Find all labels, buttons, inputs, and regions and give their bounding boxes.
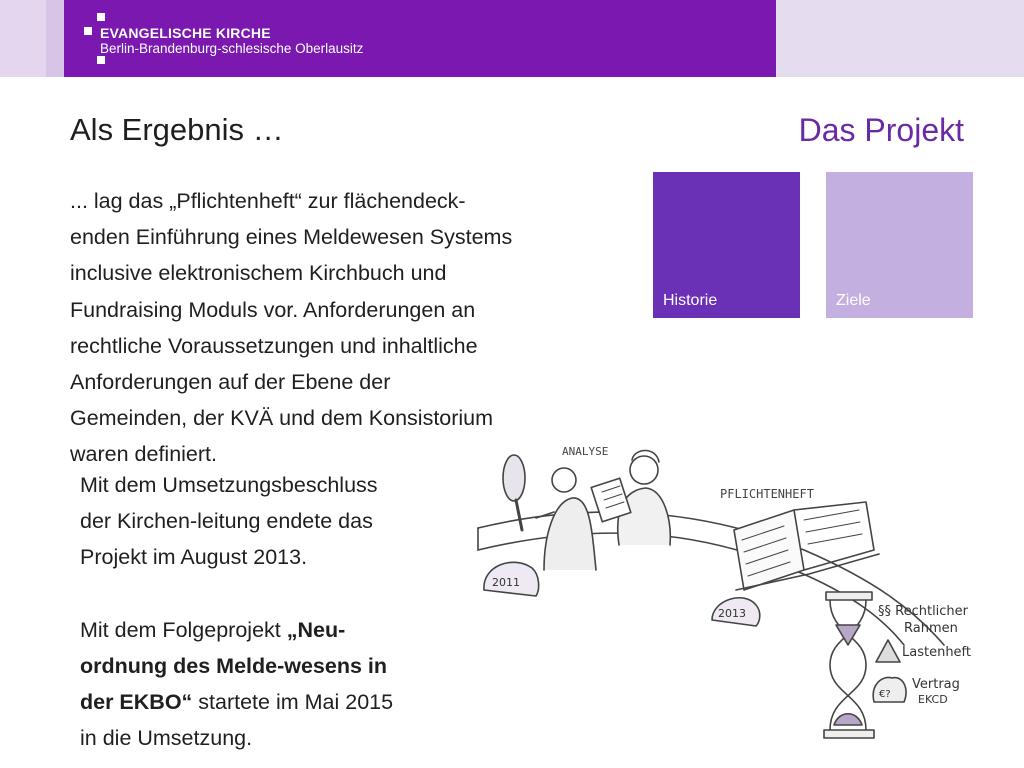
text-line: enden Einführung eines Meldewesen Systems <box>70 225 513 250</box>
text-line: Anforderungen auf der Ebene der <box>70 370 391 395</box>
text-line: Mit dem Umsetzungsbeschluss <box>80 473 378 497</box>
milestone-2011-icon <box>484 562 539 596</box>
note-lastenheft: Lastenheft <box>902 645 971 660</box>
text-line: Gemeinden, der KVÄ und dem Konsistorium <box>70 406 494 431</box>
text-line: rechtliche Voraussetzungen und inhaltliche <box>70 333 478 358</box>
text-line: der Kirchen-leitung endete das <box>80 509 373 534</box>
tile-historie-label: Historie <box>663 292 718 309</box>
result-paragraph <box>70 183 615 473</box>
text-run: startete im Mai 2015 <box>192 690 394 715</box>
text-line: Fundraising Moduls vor. Anforderungen an <box>70 297 476 322</box>
pflichtenheft-label: PFLICHTENHEFT <box>720 487 814 501</box>
warning-triangle-icon <box>876 640 900 662</box>
tile-ziele-label: Ziele <box>836 292 871 309</box>
section-title: Das Projekt <box>798 112 964 148</box>
hourglass-icon <box>824 592 874 738</box>
note-rechtlicher: §§ Rechtlicher <box>878 604 969 619</box>
slide-title: Als Ergebnis … <box>70 112 284 147</box>
project-sketch-illustration <box>474 440 1004 760</box>
header-band-gap <box>46 0 64 77</box>
money-bag-icon <box>873 677 906 702</box>
text-line: in die Umsetzung. <box>80 726 253 751</box>
text-line: ... lag das „Pflichtenheft“ zur flächendeck- <box>70 189 466 213</box>
bold-run: „Neu- <box>286 617 346 642</box>
bold-run: ordnung des Melde-wesens in <box>80 653 388 678</box>
text-line <box>80 684 460 720</box>
text-line: Projekt im August 2013. <box>80 545 308 570</box>
text-line: waren definiert. <box>70 442 217 467</box>
note-vertrag: Vertrag <box>912 677 960 692</box>
planner-figure-icon <box>591 451 670 546</box>
note-ekcd: EKCD <box>918 693 948 706</box>
org-name: EVANGELISCHE KIRCHE <box>100 25 271 41</box>
tile-ziele[interactable] <box>826 172 973 318</box>
analyst-figure-icon <box>503 455 596 570</box>
org-region: Berlin-Brandenburg-schlesische Oberlausitz <box>100 41 364 56</box>
text-line: inclusive elektronischem Kirchbuch und <box>70 261 447 286</box>
header-band-left <box>0 0 46 77</box>
header-band-right <box>776 0 1024 77</box>
money-sign: €? <box>879 689 891 700</box>
tile-historie[interactable] <box>653 172 800 318</box>
text-line <box>80 612 460 648</box>
analyse-label: ANALYSE <box>562 445 609 458</box>
paragraph-gap <box>80 576 460 612</box>
conclusion-paragraph <box>80 467 460 756</box>
text-run: Mit dem Folgeprojekt <box>80 617 287 642</box>
text-line <box>80 648 460 684</box>
note-rahmen: Rahmen <box>904 621 958 636</box>
milestone-2013-label: 2013 <box>718 607 746 620</box>
bold-run: der EKBO“ <box>80 690 193 715</box>
milestone-2011-label: 2011 <box>492 576 520 589</box>
milestone-2013-icon <box>712 598 760 626</box>
